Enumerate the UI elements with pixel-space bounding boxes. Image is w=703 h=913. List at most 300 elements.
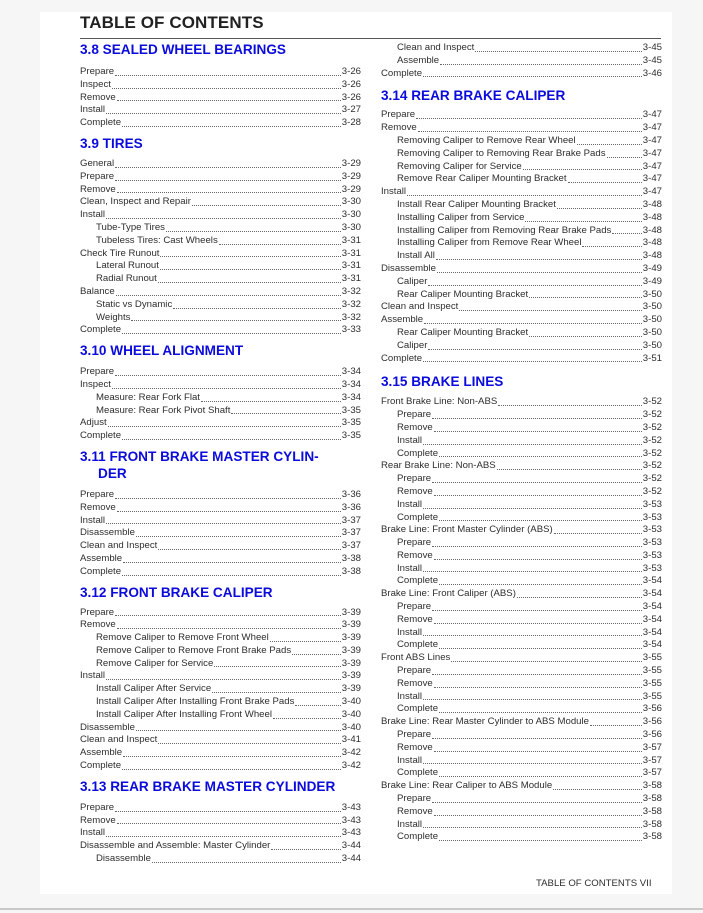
entry-page-number: 3-50: [642, 301, 662, 313]
dot-leader: [428, 348, 641, 350]
toc-subentry[interactable]: [381, 473, 662, 486]
entry-label: Install Caliper After Installing Front Wheel: [96, 708, 272, 720]
entry-label: Rear Caliper Mounting Bracket: [397, 326, 529, 338]
dot-leader: [136, 535, 341, 537]
entry-page-number: 3-48: [642, 250, 662, 262]
toc-subentry[interactable]: [381, 678, 662, 691]
toc-subentry[interactable]: [381, 742, 662, 755]
dot-leader: [115, 179, 341, 181]
entry-label: Complete: [397, 447, 439, 459]
toc-subentry[interactable]: [381, 173, 662, 186]
dot-leader: [173, 307, 341, 309]
entry-label: Complete: [381, 67, 423, 79]
section-heading[interactable]: [381, 87, 662, 104]
dot-leader: [568, 181, 642, 183]
dot-leader: [158, 548, 340, 550]
entry-page-number: 3-52: [642, 485, 662, 497]
dot-leader: [434, 814, 642, 816]
entry-page-number: 3-58: [642, 831, 662, 843]
entry-label: Install All: [397, 250, 435, 262]
entry-label: Clean, Inspect and Repair: [80, 196, 191, 208]
entry-label: Tubeless Tires: Cast Wheels: [96, 234, 218, 246]
toc-entry[interactable]: [381, 314, 662, 327]
entry-page-number: 3-26: [341, 66, 361, 77]
dot-leader: [439, 839, 642, 841]
toc-entry[interactable]: [80, 734, 361, 747]
toc-subentry[interactable]: [381, 161, 662, 174]
toc-entry[interactable]: [381, 186, 662, 199]
entry-label: Clean and Inspect: [397, 42, 475, 53]
entry-page-number: 3-26: [341, 91, 361, 103]
toc-subentry[interactable]: [381, 767, 662, 780]
dot-leader: [416, 117, 642, 119]
dot-leader: [437, 271, 642, 273]
toc-subentry[interactable]: [80, 645, 361, 658]
entry-label: Remove: [397, 613, 433, 625]
entry-page-number: 3-31: [341, 273, 361, 285]
entry-label: Complete: [80, 117, 122, 129]
dot-leader: [122, 768, 341, 770]
toc-subentry[interactable]: [80, 312, 361, 325]
toc-entry[interactable]: [80, 607, 361, 620]
toc-subentry[interactable]: [80, 273, 361, 286]
section-heading[interactable]: [80, 135, 361, 152]
dot-leader: [136, 729, 341, 731]
entry-page-number: 3-52: [642, 434, 662, 446]
toc-entry[interactable]: [80, 171, 361, 184]
dot-leader: [590, 724, 642, 726]
entry-page-number: 3-31: [341, 234, 361, 246]
entry-page-number: 3-53: [642, 498, 662, 510]
toc-subentry[interactable]: [80, 235, 361, 248]
dot-leader: [106, 522, 341, 524]
dot-leader: [432, 737, 642, 739]
toc-entry[interactable]: [80, 540, 361, 553]
dot-leader: [212, 691, 341, 693]
entry-page-number: 3-48: [642, 224, 662, 236]
toc-subentry[interactable]: [381, 448, 662, 461]
entry-page-number: 3-36: [341, 488, 361, 500]
entry-label: Complete: [397, 511, 439, 523]
toc-subentry[interactable]: [381, 55, 662, 68]
section-heading[interactable]: [80, 778, 361, 795]
dot-leader: [434, 686, 642, 688]
toc-entry[interactable]: [381, 122, 662, 135]
toc-subentry[interactable]: [381, 486, 662, 499]
dot-leader: [451, 660, 641, 662]
entry-page-number: 3-53: [642, 524, 662, 536]
dot-leader: [436, 258, 642, 260]
dot-leader: [423, 634, 642, 636]
toc-subentry[interactable]: [381, 199, 662, 212]
entry-page-number: 3-52: [642, 421, 662, 433]
entry-page-number: 3-58: [642, 793, 662, 805]
dot-leader: [423, 360, 642, 362]
dot-leader: [115, 810, 341, 812]
entry-label: Remove Rear Caliper Mounting Bracket: [397, 173, 567, 185]
toc-subentry[interactable]: [80, 683, 361, 696]
toc-entry[interactable]: [381, 263, 662, 276]
toc-entry[interactable]: [80, 827, 361, 840]
dot-leader: [158, 742, 340, 744]
toc-subentry[interactable]: [381, 148, 662, 161]
dot-leader: [432, 609, 642, 611]
entry-page-number: 3-54: [642, 601, 662, 613]
entry-label: Installing Caliper from Service: [397, 211, 525, 223]
section-heading[interactable]: [80, 41, 361, 58]
section-heading[interactable]: [381, 373, 662, 390]
section-heading-text: 3.14 REAR BRAKE CALIPER: [381, 88, 566, 104]
dot-leader: [117, 191, 341, 193]
dot-leader: [582, 245, 641, 247]
entry-label: General: [80, 157, 115, 169]
entry-page-number: 3-41: [341, 734, 361, 746]
toc-entry[interactable]: [80, 430, 361, 443]
toc-entry[interactable]: [80, 209, 361, 222]
dot-leader: [122, 125, 341, 127]
toc-subentry[interactable]: [381, 550, 662, 563]
toc-subentry[interactable]: [80, 709, 361, 722]
entry-label: Install: [80, 670, 106, 682]
dot-leader: [439, 455, 642, 457]
toc-subentry[interactable]: [80, 392, 361, 405]
toc-subentry[interactable]: [381, 327, 662, 340]
entry-page-number: 3-48: [642, 237, 662, 249]
toc-subentry[interactable]: [80, 853, 361, 866]
entry-page-number: 3-50: [642, 314, 662, 326]
toc-entry[interactable]: [80, 722, 361, 735]
entry-page-number: 3-50: [642, 326, 662, 338]
entry-page-number: 3-31: [341, 247, 361, 259]
entry-page-number: 3-27: [341, 104, 361, 116]
entry-label: Radial Runout: [96, 273, 157, 285]
toc-entry[interactable]: [80, 92, 361, 105]
section-heading[interactable]: [80, 584, 361, 601]
toc-section: [381, 87, 662, 365]
entry-page-number: 3-50: [642, 339, 662, 351]
entry-label: Clean and Inspect: [381, 301, 459, 313]
entry-label: Disassemble: [96, 853, 151, 865]
toc-entry[interactable]: [381, 588, 662, 601]
dot-leader: [440, 63, 642, 65]
entry-page-number: 3-54: [642, 626, 662, 638]
toc-subentry[interactable]: [381, 135, 662, 148]
entry-page-number: 3-42: [341, 747, 361, 759]
entry-label: Adjust: [80, 417, 107, 429]
entry-page-number: 3-26: [341, 78, 361, 90]
dot-leader: [116, 294, 341, 296]
toc-entry[interactable]: [80, 840, 361, 853]
entry-label: Measure: Rear Fork Pivot Shaft: [96, 404, 231, 416]
entry-page-number: 3-47: [642, 147, 662, 159]
section-heading-text: 3.12 FRONT BRAKE CALIPER: [80, 584, 273, 600]
toc-entry[interactable]: [381, 68, 662, 81]
entry-page-number: 3-43: [341, 814, 361, 826]
page-footer: TABLE OF CONTENTS VII: [536, 878, 652, 889]
dot-leader: [106, 217, 341, 219]
toc-entry[interactable]: [381, 301, 662, 314]
toc-subentry[interactable]: [80, 222, 361, 235]
dot-leader: [117, 510, 341, 512]
entry-label: Complete: [80, 565, 122, 577]
toc-entry[interactable]: [80, 248, 361, 261]
entry-page-number: 3-48: [642, 198, 662, 210]
entry-page-number: 3-35: [341, 430, 361, 442]
entry-page-number: 3-58: [642, 780, 662, 792]
toc-subentry[interactable]: [381, 225, 662, 238]
toc-subentry[interactable]: [381, 212, 662, 225]
entry-label: Remove Caliper to Remove Front Wheel: [96, 632, 269, 644]
toc-entry[interactable]: [80, 79, 361, 92]
dot-leader: [219, 243, 341, 245]
toc-entry[interactable]: [80, 619, 361, 632]
entry-label: Lateral Runout: [96, 260, 159, 272]
entry-page-number: 3-32: [341, 311, 361, 323]
entry-page-number: 3-29: [341, 183, 361, 195]
toc-subentry[interactable]: [381, 237, 662, 250]
entry-label: Inspect: [80, 378, 111, 390]
entry-label: Remove: [80, 91, 116, 103]
toc-subentry[interactable]: [381, 639, 662, 652]
entry-label: Remove: [397, 741, 433, 753]
dot-leader: [131, 319, 340, 321]
entry-label: Brake Line: Rear Master Cylinder to ABS Module: [381, 716, 589, 728]
toc-subentry[interactable]: [80, 658, 361, 671]
entry-label: Install: [80, 514, 106, 526]
entry-label: Remove: [381, 122, 417, 134]
dot-leader: [432, 801, 642, 803]
toc-entry[interactable]: [381, 780, 662, 793]
entry-label: Install: [397, 818, 423, 830]
toc-subentry[interactable]: [80, 405, 361, 418]
entry-label: Assemble: [80, 552, 123, 564]
entry-label: Prepare: [80, 366, 115, 378]
toc-entry[interactable]: [80, 566, 361, 579]
section-heading-text: 3.15 BRAKE LINES: [381, 374, 504, 390]
entry-page-number: 3-34: [341, 378, 361, 390]
entry-label: Tube-Type Tires: [96, 221, 165, 233]
entry-label: Brake Line: Front Caliper (ABS): [381, 588, 516, 600]
toc-subentry[interactable]: [381, 276, 662, 289]
toc-subentry[interactable]: [381, 435, 662, 448]
entry-label: Rear Brake Line: Non-ABS: [381, 460, 496, 472]
entry-page-number: 3-57: [642, 754, 662, 766]
entry-label: Install: [80, 209, 106, 221]
toc-entry[interactable]: [80, 670, 361, 683]
toc-subentry[interactable]: [381, 755, 662, 768]
entry-label: Install: [80, 827, 106, 839]
section-heading-continuation: DER: [98, 465, 127, 481]
toc-subentry[interactable]: [381, 831, 662, 844]
toc-entry[interactable]: [381, 716, 662, 729]
toc-entry[interactable]: [80, 286, 361, 299]
toc-entry[interactable]: [80, 515, 361, 528]
dot-leader: [498, 404, 642, 406]
toc-subentry[interactable]: [381, 409, 662, 422]
toc-entry[interactable]: [80, 117, 361, 130]
entry-page-number: 3-36: [341, 501, 361, 513]
dot-leader: [270, 640, 341, 642]
dot-leader: [607, 156, 642, 158]
toc-entry[interactable]: [80, 366, 361, 379]
toc-entry[interactable]: [381, 353, 662, 366]
entry-page-number: 3-39: [341, 657, 361, 669]
dot-leader: [214, 665, 340, 667]
section-heading-text: 3.8 SEALED WHEEL BEARINGS: [80, 42, 286, 57]
entry-label: Install Caliper After Installing Front Brake Pads: [96, 696, 295, 708]
entry-label: Install Rear Caliper Mounting Bracket: [397, 198, 556, 210]
entry-label: Prepare: [80, 801, 115, 813]
entry-page-number: 3-30: [341, 196, 361, 208]
dot-leader: [439, 647, 642, 649]
toc-subentry[interactable]: [80, 299, 361, 312]
toc-entry[interactable]: [381, 396, 662, 409]
toc-subentry[interactable]: [381, 627, 662, 640]
entry-label: Remove: [397, 677, 433, 689]
section-heading[interactable]: [80, 448, 361, 482]
entry-label: Remove: [80, 619, 116, 631]
entry-page-number: 3-58: [642, 805, 662, 817]
section-heading-text: 3.13 REAR BRAKE MASTER CYLINDER: [80, 778, 336, 794]
entry-page-number: 3-55: [642, 652, 662, 664]
dot-leader: [423, 698, 642, 700]
dot-leader: [160, 255, 340, 257]
toc-entry[interactable]: [381, 109, 662, 122]
dot-leader: [517, 596, 642, 598]
entry-label: Remove: [397, 549, 433, 561]
toc-entry[interactable]: [80, 747, 361, 760]
toc-entry[interactable]: [80, 815, 361, 828]
entry-page-number: 3-32: [341, 285, 361, 297]
dot-leader: [152, 861, 341, 863]
entry-page-number: 3-56: [642, 729, 662, 741]
entry-page-number: 3-39: [341, 683, 361, 695]
toc-subentry[interactable]: [381, 806, 662, 819]
entry-label: Remove: [397, 421, 433, 433]
dot-leader: [432, 673, 642, 675]
toc-entry[interactable]: [80, 760, 361, 773]
entry-page-number: 3-39: [341, 619, 361, 631]
dot-leader: [577, 143, 642, 145]
toc-subentry[interactable]: [381, 665, 662, 678]
toc-subentry[interactable]: [381, 614, 662, 627]
dot-leader: [423, 762, 642, 764]
toc-entry[interactable]: [80, 324, 361, 337]
dot-leader: [122, 332, 341, 334]
entry-page-number: 3-37: [341, 527, 361, 539]
entry-page-number: 3-39: [341, 632, 361, 644]
entry-page-number: 3-39: [341, 606, 361, 618]
toc-subentry[interactable]: [80, 260, 361, 273]
toc-entry[interactable]: [80, 184, 361, 197]
toc-subentry[interactable]: [381, 422, 662, 435]
dot-leader: [432, 417, 642, 419]
toc-entry[interactable]: [80, 379, 361, 392]
entry-page-number: 3-53: [642, 537, 662, 549]
entry-label: Prepare: [397, 601, 432, 613]
toc-entry[interactable]: [381, 652, 662, 665]
dot-leader: [434, 622, 642, 624]
entry-label: Prepare: [381, 109, 416, 121]
toc-subentry[interactable]: [80, 632, 361, 645]
toc-subentry[interactable]: [381, 289, 662, 302]
toc-entry[interactable]: [80, 158, 361, 171]
toc-entry[interactable]: [80, 417, 361, 430]
entry-page-number: 3-57: [642, 741, 662, 753]
toc-subentry[interactable]: [381, 601, 662, 614]
dot-leader: [423, 443, 642, 445]
entry-page-number: 3-56: [642, 703, 662, 715]
toc-subentry[interactable]: [80, 696, 361, 709]
dot-leader: [434, 494, 642, 496]
dot-leader: [432, 545, 642, 547]
toc-entry[interactable]: [80, 196, 361, 209]
entry-label: Front ABS Lines: [381, 652, 451, 664]
dot-leader: [106, 112, 341, 114]
toc-subentry[interactable]: [381, 729, 662, 742]
entry-page-number: 3-45: [642, 42, 662, 53]
toc-section: [80, 135, 361, 337]
dot-leader: [106, 835, 341, 837]
entry-page-number: 3-54: [642, 588, 662, 600]
toc-subentry[interactable]: [381, 499, 662, 512]
entry-page-number: 3-39: [341, 644, 361, 656]
entry-page-number: 3-34: [341, 391, 361, 403]
toc-entry-list: [80, 366, 361, 443]
dot-leader: [122, 574, 341, 576]
entry-label: Disassemble: [80, 721, 135, 733]
entry-page-number: 3-29: [341, 157, 361, 169]
toc-subentry[interactable]: [381, 250, 662, 263]
toc-subentry[interactable]: [381, 512, 662, 525]
dot-leader: [434, 750, 642, 752]
toc-entry[interactable]: [80, 66, 361, 79]
toc-entry[interactable]: [80, 527, 361, 540]
entry-page-number: 3-43: [341, 827, 361, 839]
entry-page-number: 3-54: [642, 613, 662, 625]
entry-label: Install: [381, 186, 407, 198]
toc-entry[interactable]: [80, 502, 361, 515]
entry-page-number: 3-46: [642, 67, 662, 79]
toc-entry[interactable]: [381, 524, 662, 537]
toc-subentry[interactable]: [381, 819, 662, 832]
toc-entry[interactable]: [381, 460, 662, 473]
toc-subentry[interactable]: [381, 563, 662, 576]
toc-entry-list: [80, 607, 361, 773]
entry-page-number: 3-47: [642, 109, 662, 121]
dot-leader: [525, 220, 641, 222]
toc-subentry[interactable]: [381, 575, 662, 588]
section-heading[interactable]: [80, 342, 361, 359]
toc-subentry[interactable]: [381, 793, 662, 806]
entry-label: Brake Line: Front Master Cylinder (ABS): [381, 524, 553, 536]
toc-subentry[interactable]: [381, 703, 662, 716]
entry-page-number: 3-53: [642, 511, 662, 523]
entry-page-number: 3-37: [341, 514, 361, 526]
toc-subentry[interactable]: [381, 537, 662, 550]
toc-entry[interactable]: [80, 104, 361, 117]
toc-subentry[interactable]: [381, 691, 662, 704]
entry-page-number: 3-32: [341, 298, 361, 310]
toc-entry[interactable]: [80, 489, 361, 502]
entry-label: Balance: [80, 285, 115, 297]
entry-page-number: 3-43: [341, 801, 361, 813]
toc-subentry[interactable]: [381, 42, 662, 55]
toc-entry[interactable]: [80, 553, 361, 566]
toc-subentry[interactable]: [381, 340, 662, 353]
toc-entry[interactable]: [80, 802, 361, 815]
entry-label: Check Tire Runout: [80, 247, 160, 259]
